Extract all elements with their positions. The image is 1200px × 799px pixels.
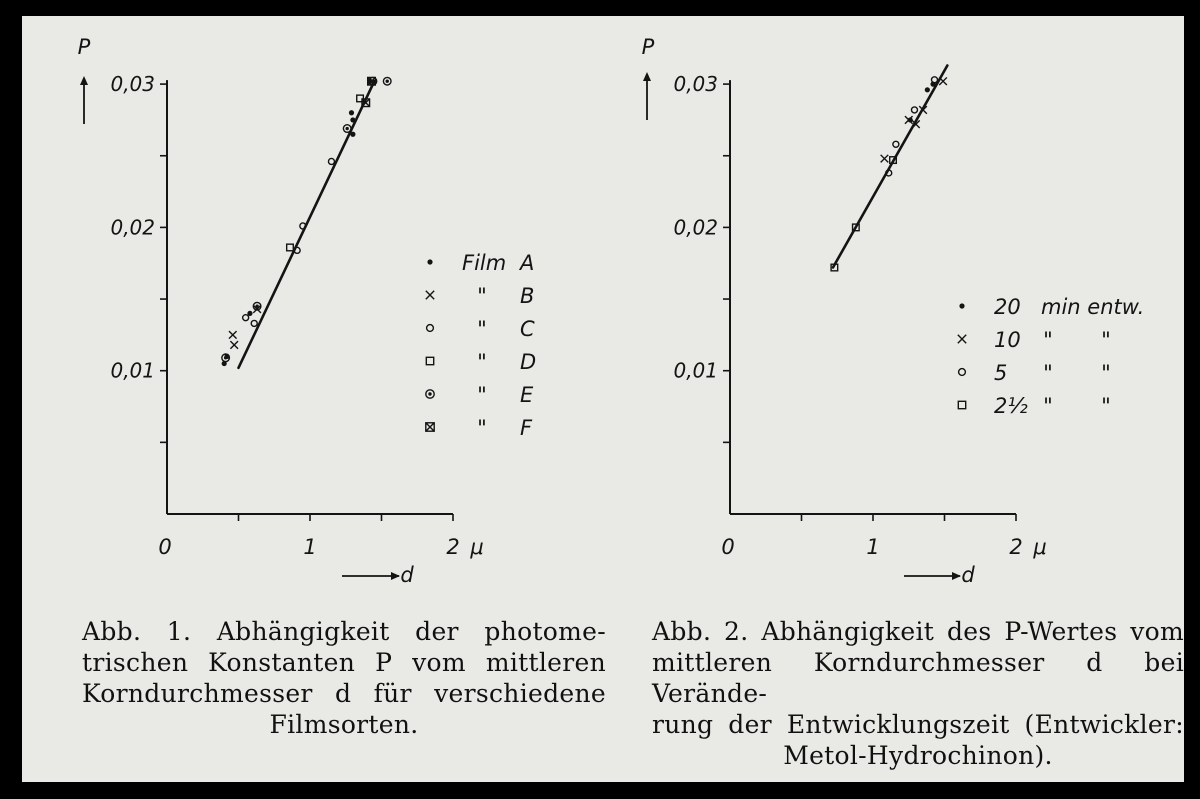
chart1-legend-label-2: " xyxy=(477,317,487,341)
chart2-legend-value-0: 20 xyxy=(994,295,1021,319)
chart1-point-3-1-shape xyxy=(287,244,294,251)
chart1-x-tick-label-0: 0 xyxy=(158,535,172,559)
caption-1-line-1: Abb. 1. Abhängigkeit der photome- xyxy=(82,617,606,646)
chart2-y-arrow-head xyxy=(643,72,651,81)
chart2-point-1-0-shape xyxy=(939,77,947,85)
chart2-legend-ditto-2-0: " xyxy=(1043,361,1053,385)
chart1-point-4-3-center xyxy=(345,127,348,130)
chart1-legend-label-0: Film xyxy=(462,251,507,275)
chart1-point-1-1-shape xyxy=(230,341,238,349)
chart1-legend-series-3: D xyxy=(520,350,537,374)
chart1-x-unit-label: μ xyxy=(470,535,484,559)
chart1-point-0-5 xyxy=(350,117,355,122)
chart1-point-1-1 xyxy=(230,341,238,349)
figure-page xyxy=(22,16,1184,782)
chart1-y-tick-label-0: 0,01 xyxy=(110,358,155,383)
chart1-y-tick-label-1: 0,02 xyxy=(110,215,155,240)
chart1-legend-marker-5 xyxy=(426,423,434,431)
caption-2-line-4: Metol-Hydrochinon). xyxy=(783,741,1053,770)
chart1-point-2-4 xyxy=(328,158,334,164)
chart1-legend-marker-1-shape xyxy=(426,291,434,299)
chart-1 xyxy=(78,35,537,587)
chart2-legend-marker-1 xyxy=(958,335,966,343)
chart1-legend-series-4: E xyxy=(520,383,534,407)
chart2-point-0-1 xyxy=(925,87,930,92)
chart1-legend-marker-4-center xyxy=(428,392,431,395)
chart2-legend-marker-3-shape xyxy=(958,401,965,408)
chart2-legend-value-3: 2½ xyxy=(994,394,1028,418)
chart2-legend-marker-0 xyxy=(959,303,964,308)
chart1-point-0-3-shape xyxy=(349,110,354,115)
chart2-fit-line xyxy=(833,65,947,267)
chart2-legend-ditto-3-1: " xyxy=(1101,394,1111,418)
chart1-point-4-3 xyxy=(343,125,351,133)
chart1-point-0-3 xyxy=(349,110,354,115)
chart1-legend-marker-5-cross xyxy=(426,423,434,431)
chart2-point-2-2-shape xyxy=(911,107,917,113)
chart2-point-0-1-shape xyxy=(925,87,930,92)
chart-2 xyxy=(642,35,1145,587)
chart2-x-tick-label-0: 0 xyxy=(721,535,735,559)
chart1-point-1-0 xyxy=(229,331,237,339)
chart1-point-4-4-center xyxy=(255,305,258,308)
chart1-y-arrow-head xyxy=(80,76,88,85)
chart2-y-tick-label-0: 0,01 xyxy=(673,358,718,383)
chart2-legend-marker-2-shape xyxy=(959,369,966,376)
chart1-legend-label-1: " xyxy=(477,284,487,308)
chart1-legend-series-1: B xyxy=(520,284,535,308)
chart1-legend-marker-0-shape xyxy=(427,259,432,264)
chart2-x-arrow-head xyxy=(952,572,961,580)
chart1-legend-series-2: C xyxy=(520,317,535,341)
chart1-legend-marker-3-shape xyxy=(426,357,433,364)
caption-figure-2 xyxy=(652,616,1184,771)
chart1-legend-marker-0 xyxy=(427,259,432,264)
chart2-legend-unit-0: min entw. xyxy=(1041,295,1145,319)
chart1-point-4-2-center xyxy=(386,80,389,83)
chart1-legend-marker-2 xyxy=(427,325,434,332)
chart2-legend-ditto-3-0: " xyxy=(1043,394,1053,418)
chart2-point-1-0 xyxy=(939,77,947,85)
chart2-x-tick-label-2: 2 xyxy=(1009,535,1023,559)
caption-1-line-3: Korndurchmesser d für verschiedene xyxy=(82,679,606,708)
chart1-point-2-1 xyxy=(251,320,257,326)
chart2-legend-marker-1-shape xyxy=(958,335,966,343)
chart1-point-2-0 xyxy=(243,315,249,321)
chart1-x-tick-label-1: 1 xyxy=(303,535,317,559)
chart2-legend-ditto-2-1: " xyxy=(1101,361,1111,385)
chart1-point-2-0-shape xyxy=(243,315,249,321)
chart1-legend-series-0: A xyxy=(520,251,535,275)
chart2-legend-ditto-1-0: " xyxy=(1043,328,1053,352)
chart2-legend-ditto-1-1: " xyxy=(1101,328,1111,352)
chart1-point-2-4-shape xyxy=(328,158,334,164)
chart1-legend-series-5: F xyxy=(520,416,533,440)
chart1-point-1-0-shape xyxy=(229,331,237,339)
chart2-y-tick-label-1: 0,02 xyxy=(673,215,718,240)
caption-2-line-2: mittleren Korndurchmesser d bei Verände- xyxy=(652,648,1184,708)
chart2-point-2-3 xyxy=(931,77,937,83)
caption-2-line-1: Abb. 2. Abhängigkeit des P-Wertes vom xyxy=(652,617,1184,646)
chart1-legend-label-5: " xyxy=(477,416,487,440)
chart1-point-4-0-center xyxy=(224,356,227,359)
chart2-point-1-1 xyxy=(881,155,889,163)
chart1-legend-label-4: " xyxy=(477,383,487,407)
chart2-point-2-2 xyxy=(911,107,917,113)
chart2-point-1-1-shape xyxy=(881,155,889,163)
chart1-legend-marker-2-shape xyxy=(427,325,434,332)
chart1-point-4-2 xyxy=(383,77,391,85)
chart1-x-tick-label-2: 2 xyxy=(446,535,460,559)
chart2-legend-value-1: 10 xyxy=(994,328,1021,352)
chart2-y-axis-label: P xyxy=(641,35,655,59)
chart2-legend-value-2: 5 xyxy=(994,361,1008,385)
caption-figure-1 xyxy=(82,616,606,740)
caption-2-line-3: rung der Entwicklungszeit (Entwickler: xyxy=(652,710,1184,739)
chart1-point-2-1-shape xyxy=(251,320,257,326)
chart2-legend-marker-2 xyxy=(959,369,966,376)
chart1-legend-marker-1 xyxy=(426,291,434,299)
caption-1-line-4: Filmsorten. xyxy=(269,710,419,739)
caption-1-line-2: trischen Konstanten P vom mittleren xyxy=(82,648,606,677)
chart1-point-0-4 xyxy=(350,132,355,137)
chart1-legend-label-3: " xyxy=(477,350,487,374)
chart1-point-0-5-shape xyxy=(350,117,355,122)
chart2-point-2-3-shape xyxy=(931,77,937,83)
chart1-y-tick-label-2: 0,03 xyxy=(110,72,155,97)
chart2-point-2-1 xyxy=(893,141,899,147)
chart1-legend-marker-3 xyxy=(426,357,433,364)
chart1-y-axis-label: P xyxy=(77,35,91,59)
chart1-point-0-4-shape xyxy=(350,132,355,137)
chart2-x-unit-label: μ xyxy=(1033,535,1047,559)
chart1-point-3-1 xyxy=(287,244,294,251)
chart2-legend-marker-3 xyxy=(958,401,965,408)
chart2-legend-marker-0-shape xyxy=(959,303,964,308)
chart1-x-axis-label: d xyxy=(400,563,414,587)
chart1-x-arrow-head xyxy=(391,572,400,580)
chart1-legend-marker-4 xyxy=(426,390,434,398)
chart2-x-tick-label-1: 1 xyxy=(866,535,880,559)
chart2-y-tick-label-2: 0,03 xyxy=(673,72,718,97)
chart2-x-axis-label: d xyxy=(961,563,975,587)
chart1-fit-line xyxy=(239,81,375,368)
chart2-point-2-1-shape xyxy=(893,141,899,147)
